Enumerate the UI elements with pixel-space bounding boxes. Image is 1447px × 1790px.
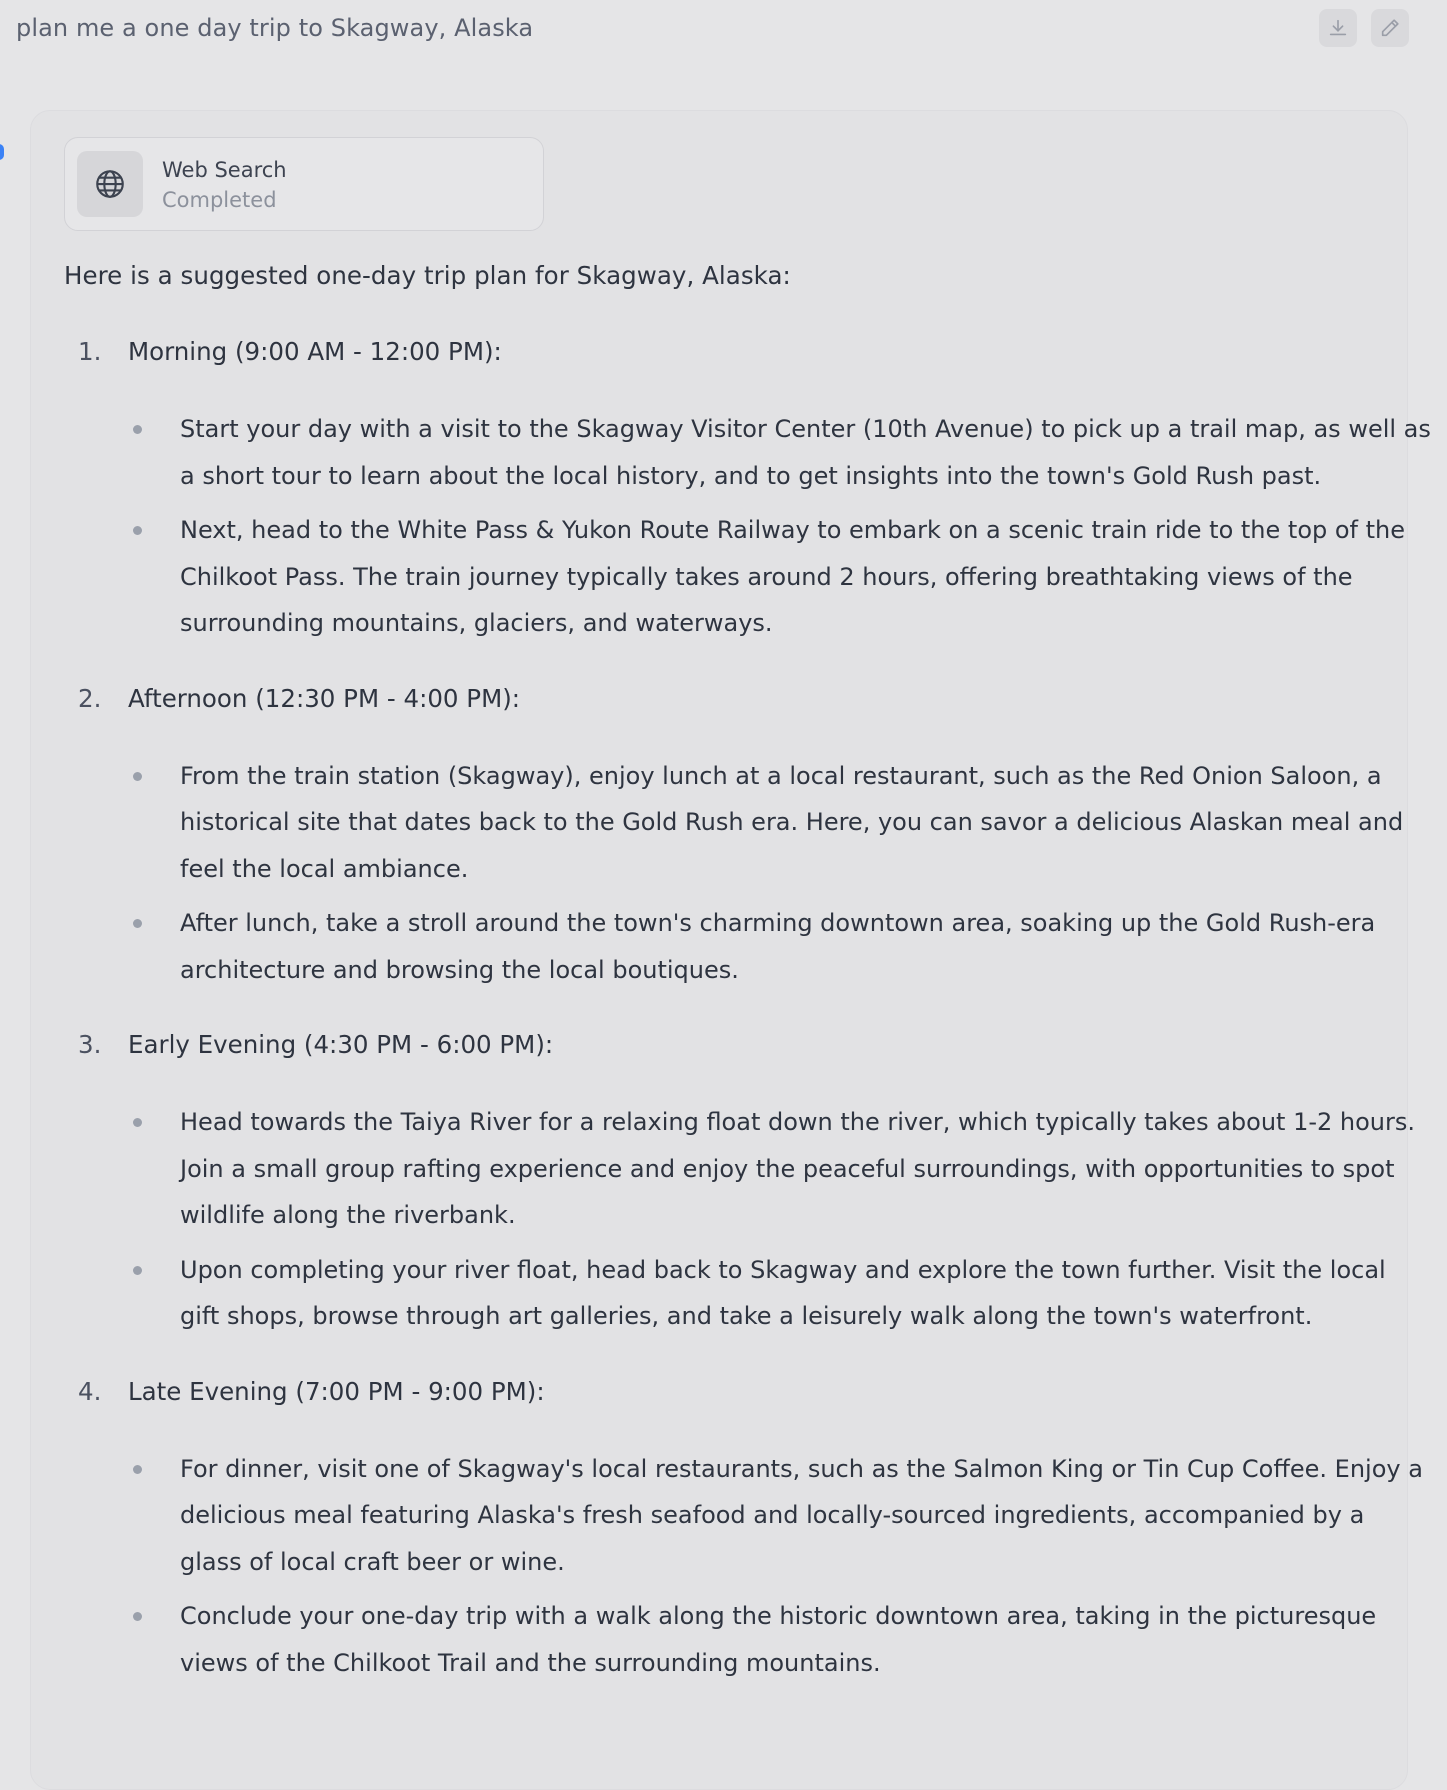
query-bar — [0, 0, 1447, 60]
text-line: wildlife along the riverbank. — [180, 1201, 516, 1229]
response-intro: Here is a suggested one-day trip plan for Skagway, Alaska: — [64, 261, 791, 290]
bullet-dot — [133, 526, 142, 535]
list-item — [64, 900, 1404, 993]
text-line: Conclude your one-day trip with a walk along the historic downtown area, taking in the picturesque — [180, 1602, 1377, 1630]
section-title: Late Evening (7:00 PM - 9:00 PM): — [128, 1376, 545, 1406]
text-line: Next, head to the White Pass & Yukon Route Railway to embark on a scenic train ride to the top of the — [180, 516, 1406, 544]
bullet-dot — [133, 919, 142, 928]
section-number: 1. — [78, 337, 102, 366]
text-line: After lunch, take a stroll around the town's charming downtown area, soaking up the Gold Rush-era — [180, 909, 1376, 937]
itinerary-section — [64, 680, 1404, 994]
text-line: Head towards the Taiya River for a relaxing float down the river, which typically takes about 1-2 hours. — [180, 1108, 1416, 1136]
bullet-dot — [133, 772, 142, 781]
text-line: views of the Chilkoot Trail and the surrounding mountains. — [180, 1648, 881, 1677]
list-item — [64, 1593, 1404, 1686]
bullet-list — [64, 1446, 1423, 1687]
section-number: 2. — [78, 683, 102, 713]
text-line: Start your day with a visit to the Skagway Visitor Center (10th Avenue) to pick up a trail map, as well as — [180, 415, 1431, 443]
itinerary-section — [64, 1373, 1423, 1687]
web-search-tool-chip[interactable] — [64, 137, 544, 231]
list-item — [64, 406, 1431, 499]
bullet-dot — [133, 425, 142, 434]
bullet-list — [64, 753, 1404, 994]
bullet-dot — [133, 1266, 142, 1275]
section-title: Morning (9:00 AM - 12:00 PM): — [128, 337, 502, 366]
list-item — [64, 1446, 1423, 1586]
section-title: Early Evening (4:30 PM - 6:00 PM): — [128, 1030, 554, 1059]
list-item — [64, 507, 1404, 647]
bullet-dot — [133, 1612, 142, 1621]
itinerary-section — [64, 1026, 1416, 1340]
text-line: historical site that dates back to the Gold Rush era. Here, you can savor a delicious Alaskan meal and — [180, 808, 1404, 836]
list-item — [64, 1099, 1416, 1239]
text-line: glass of local craft beer or wine. — [180, 1547, 565, 1576]
text-line: gift shops, browse through art galleries, and take a leisurely walk along the town's waterfront. — [180, 1302, 1313, 1330]
text-line: Upon completing your river float, head back to Skagway and explore the town further. Visit the local — [180, 1255, 1386, 1284]
globe-icon — [93, 167, 127, 201]
text-line: Join a small group rafting experience and enjoy the peaceful surroundings, with opportunities to spot — [180, 1154, 1395, 1183]
itinerary-section — [64, 333, 1431, 647]
tool-icon-box — [77, 151, 143, 217]
section-heading — [64, 680, 1404, 720]
assistant-response-card — [30, 110, 1431, 1790]
bullet-list — [64, 1099, 1416, 1340]
user-query: plan me a one day trip to Skagway, Alaska — [16, 14, 534, 42]
section-number: 3. — [78, 1030, 102, 1059]
list-item — [64, 753, 1404, 893]
response-body — [64, 333, 1431, 1686]
text-line: Chilkoot Pass. The train journey typically takes around 2 hours, offering breathtaking views of the — [180, 562, 1353, 591]
text-line: delicious meal featuring Alaska's fresh seafood and locally-sourced ingredients, accompanied by a — [180, 1501, 1365, 1529]
section-heading — [64, 1026, 1404, 1066]
section-heading — [64, 1373, 1404, 1413]
bullet-list — [64, 406, 1431, 647]
section-number: 4. — [78, 1376, 102, 1406]
download-icon — [1327, 17, 1349, 39]
text-line: From the train station (Skagway), enjoy lunch at a local restaurant, such as the Red Onion Saloon, a — [180, 761, 1382, 790]
tool-status: Completed — [162, 188, 277, 212]
download-button[interactable] — [1319, 9, 1357, 47]
bullet-dot — [133, 1465, 142, 1474]
tool-title: Web Search — [162, 158, 287, 182]
section-title: Afternoon (12:30 PM - 4:00 PM): — [128, 683, 521, 713]
scroll-indicator — [0, 144, 4, 160]
bullet-dot — [133, 1118, 142, 1127]
section-heading — [64, 333, 1404, 373]
list-item — [64, 1247, 1404, 1340]
pencil-icon — [1379, 17, 1401, 39]
text-line: architecture and browsing the local boutiques. — [180, 955, 739, 984]
text-line: feel the local ambiance. — [180, 854, 469, 883]
text-line: a short tour to learn about the local history, and to get insights into the town's Gold Rush past. — [180, 461, 1322, 490]
text-line: surrounding mountains, glaciers, and waterways. — [180, 609, 773, 637]
message-actions — [1319, 9, 1409, 47]
edit-button[interactable] — [1371, 9, 1409, 47]
text-line: For dinner, visit one of Skagway's local restaurants, such as the Salmon King or Tin Cup Coffee. Enjoy a — [180, 1454, 1423, 1483]
